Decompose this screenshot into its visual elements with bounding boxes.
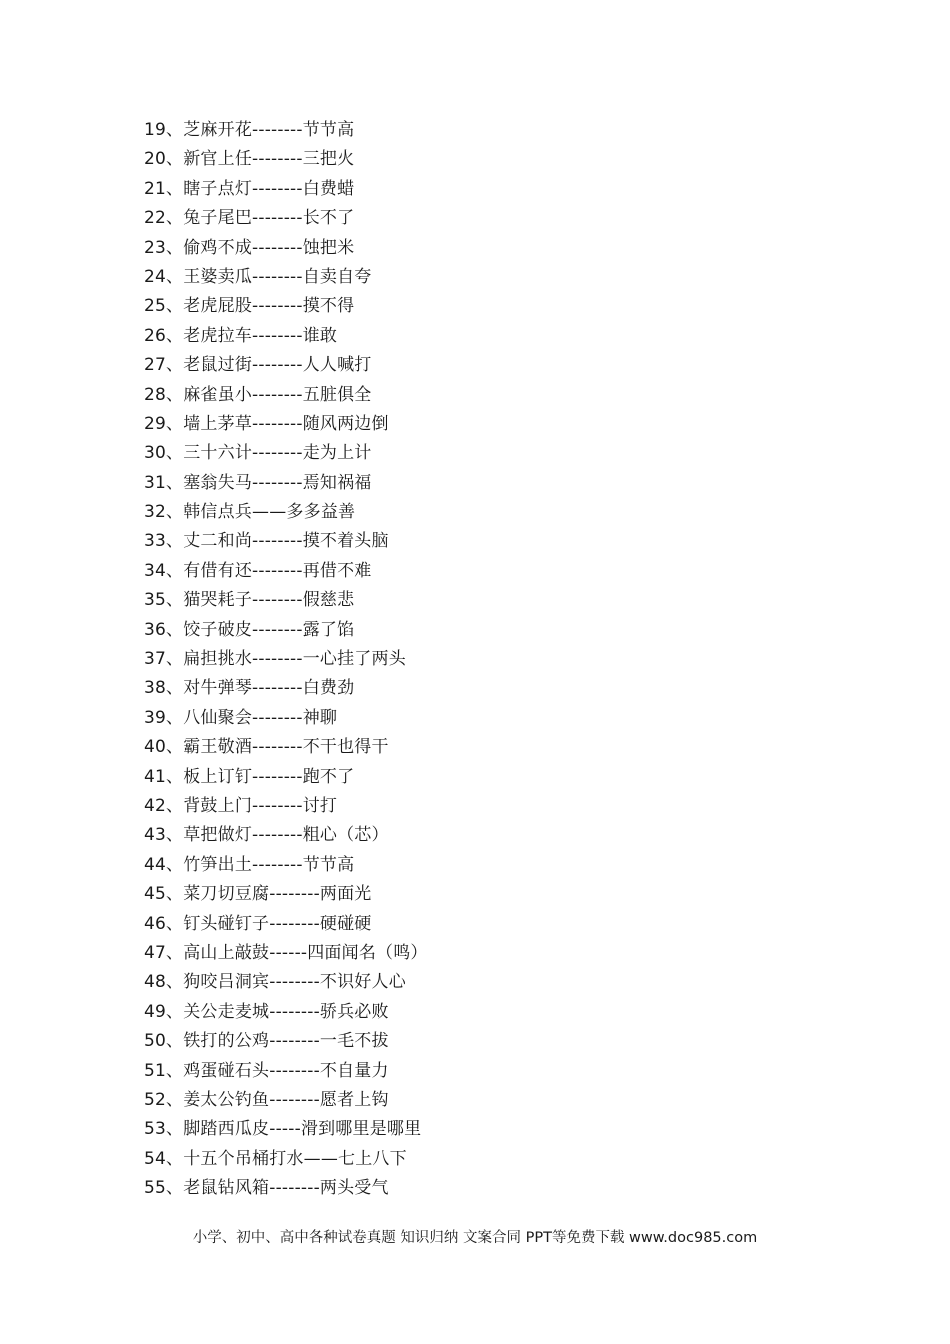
xiehouyu-list (144, 116, 428, 1203)
list-item: 28、麻雀虽小--------五脏俱全 (144, 384, 372, 405)
list-item: 38、对牛弹琴--------白费劲 (144, 678, 355, 699)
list-item: 33、丈二和尚--------摸不着头脑 (144, 531, 389, 552)
list-item: 35、猫哭耗子--------假慈悲 (144, 590, 355, 611)
list-item: 51、鸡蛋碰石头--------不自量力 (144, 1060, 389, 1081)
list-item: 26、老虎拉车--------谁敢 (144, 325, 338, 346)
list-item: 47、高山上敲鼓------四面闻名（鸣） (144, 942, 428, 963)
list-item: 54、十五个吊桶打水——七上八下 (144, 1148, 407, 1169)
list-item: 55、老鼠钻风箱--------两头受气 (144, 1178, 389, 1199)
list-item: 36、饺子破皮--------露了馅 (144, 619, 355, 640)
list-item: 53、脚踏西瓜皮-----滑到哪里是哪里 (144, 1119, 422, 1140)
list-item: 32、韩信点兵——多多益善 (144, 502, 356, 523)
list-item: 39、八仙聚会--------神聊 (144, 707, 338, 728)
list-item: 19、芝麻开花--------节节高 (144, 120, 355, 140)
list-item: 49、关公走麦城--------骄兵必败 (144, 1001, 389, 1022)
page-footer: 小学、初中、高中各种试卷真题 知识归纳 文案合同 PPT等免费下载 www.doc985.com (192, 1230, 758, 1246)
list-item: 40、霸王敬酒--------不干也得干 (144, 737, 389, 758)
list-item: 44、竹笋出土--------节节高 (144, 854, 355, 875)
list-item: 23、偷鸡不成--------蚀把米 (144, 237, 355, 258)
list-item: 29、墙上茅草--------随风两边倒 (144, 413, 389, 434)
list-item: 31、塞翁失马--------焉知祸福 (144, 472, 372, 493)
list-item: 25、老虎屁股--------摸不得 (144, 296, 355, 317)
list-item: 41、板上订钉--------跑不了 (144, 766, 355, 787)
list-item: 37、扁担挑水--------一心挂了两头 (144, 649, 406, 670)
list-item: 45、菜刀切豆腐--------两面光 (144, 884, 372, 905)
list-item: 46、钉头碰钉子--------硬碰硬 (144, 913, 372, 934)
list-item: 43、草把做灯--------粗心（芯） (144, 825, 389, 846)
list-item: 52、姜太公钓鱼--------愿者上钩 (144, 1089, 389, 1110)
list-item: 20、新官上任--------三把火 (144, 149, 355, 170)
list-item: 24、王婆卖瓜--------自卖自夸 (144, 266, 372, 287)
list-item: 22、兔子尾巴--------长不了 (144, 208, 355, 229)
list-item: 27、老鼠过街--------人人喊打 (144, 355, 372, 376)
list-item: 30、三十六计--------走为上计 (144, 443, 372, 464)
list-item: 34、有借有还--------再借不难 (144, 560, 372, 581)
list-item: 50、铁打的公鸡--------一毛不拔 (144, 1031, 389, 1052)
list-item: 48、狗咬吕洞宾--------不识好人心 (144, 972, 406, 993)
list-item: 21、瞎子点灯--------白费蜡 (144, 178, 355, 199)
list-item: 42、背鼓上门--------讨打 (144, 795, 338, 816)
